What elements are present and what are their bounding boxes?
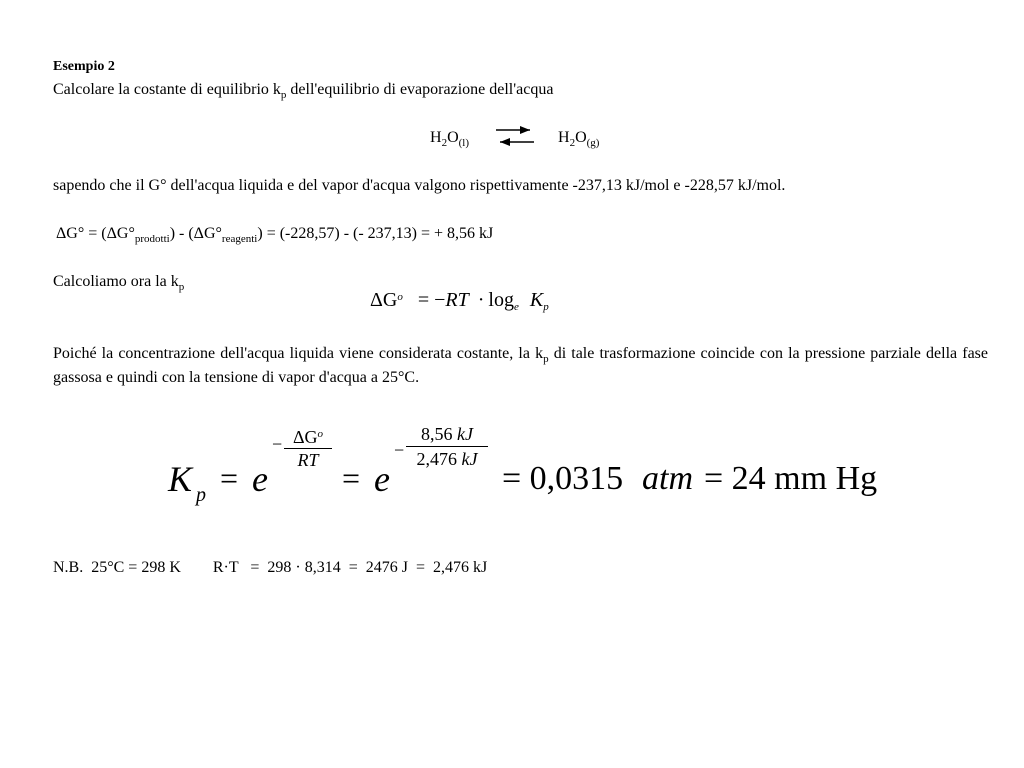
intro-text: Calcolare la costante di equilibrio $k_p$ dell'equilibrio di evaporazione dell'acqua	[53, 81, 554, 101]
given-data-text: sapendo che il G° dell'acqua liquida e del vapor d'acqua valgono rispettivamente -237,13 kJ/mol e -228,57 kJ/mol.	[53, 177, 786, 194]
gibbs-formula: $\Delta G^o = -RT \cdot \log_e K_p$	[370, 289, 549, 313]
equilibrium-arrows-icon	[494, 122, 536, 150]
deltaG-calculation: $\Delta G^\circ = (\Delta G^\circ_{prodotti}) - (\Delta G^\circ_{reagenti}) = (-228,57)$ - (- 237,13) = + 8,56 kJ	[56, 225, 494, 245]
explanation-paragraph: Poiché la concentrazione dell'acqua liquida viene considerata costante, la $k_p$ di tale trasformazione coincide con la pressione parziale della fase gassosa e quindi con la tensione di vapor d'acqua a 25°C.	[53, 345, 988, 386]
nb-note: N.B. 25°C = 298 K R·T = 298 · 8,314 = 2476 J = 2,476 kJ	[53, 559, 488, 576]
reaction-left: $H_2O_{(l)}$	[430, 129, 470, 149]
reaction-right: $H_2O_{(g)}$	[558, 129, 600, 149]
example-heading: Esempio 2	[53, 59, 115, 74]
calc-kp-text: Calcoliamo ora la $k_p$	[53, 273, 185, 293]
kp-formula: K p = e − $\Delta G^o$ RT = e − 8,56 kJ 2,476 kJ = 0,0315 atm = 24 mm Hg	[168, 424, 878, 506]
